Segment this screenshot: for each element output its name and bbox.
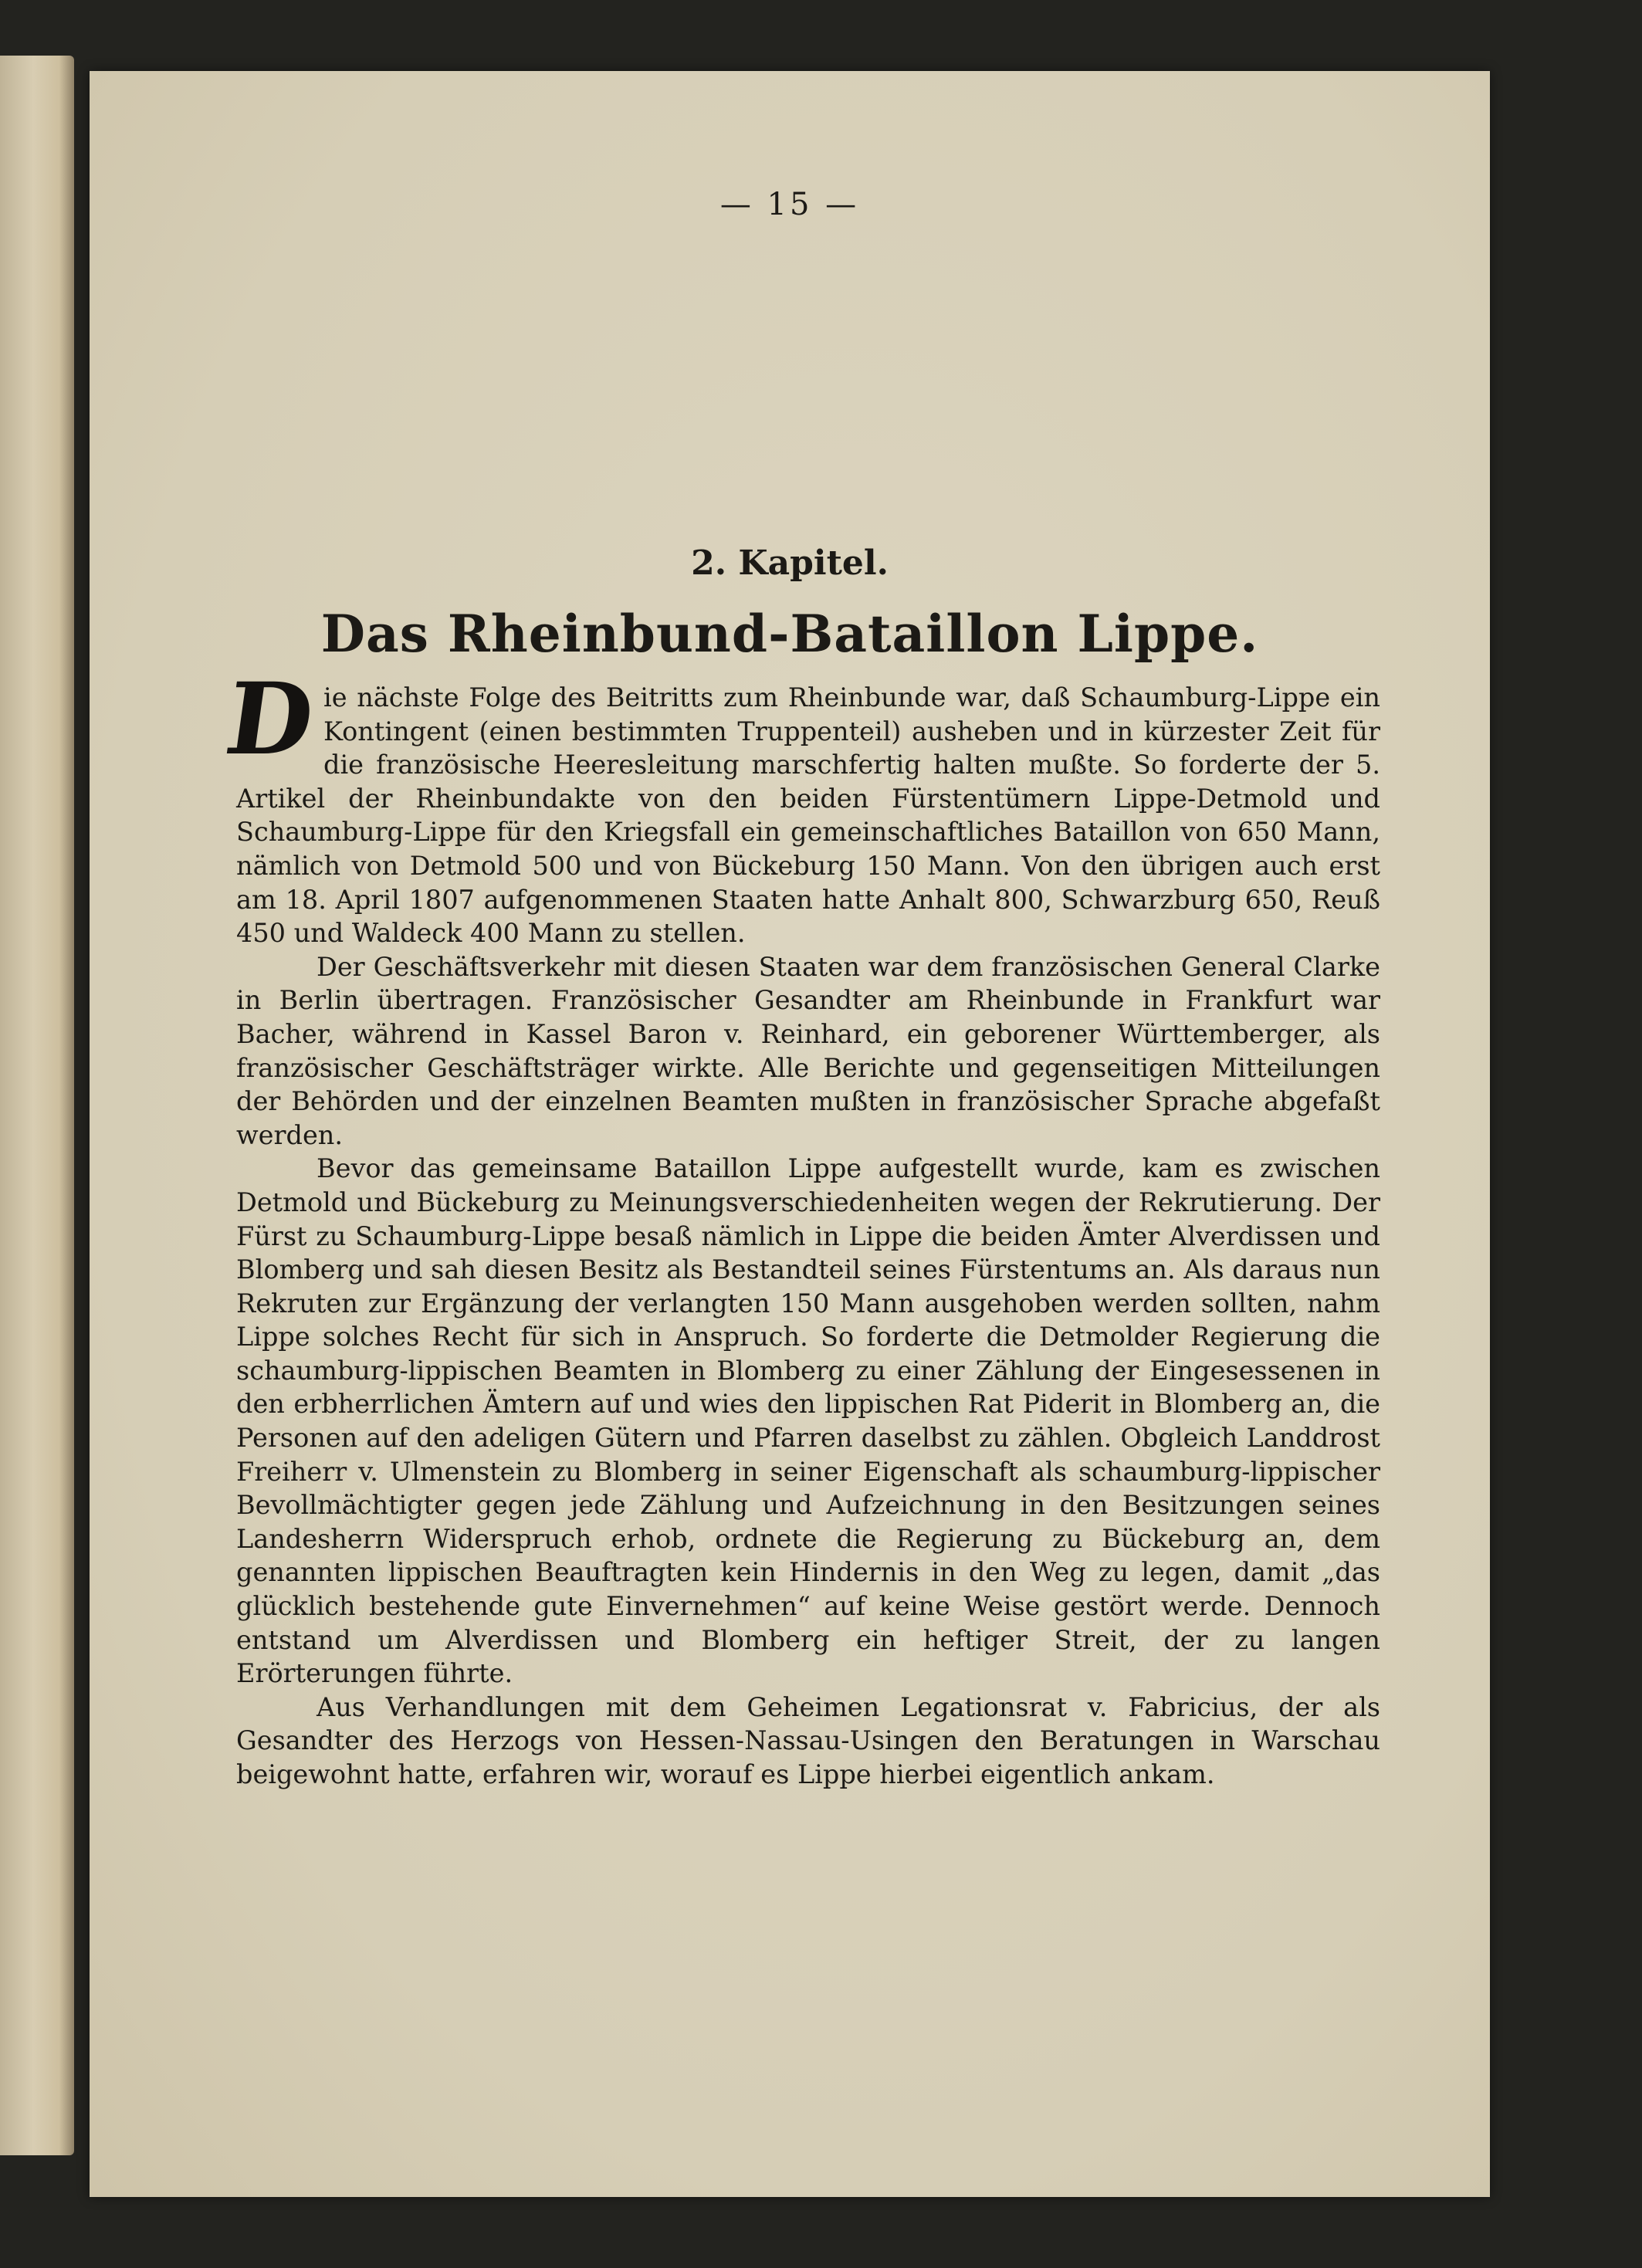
- chapter-label: 2. Kapitel.: [691, 543, 889, 583]
- paragraph: Bevor das gemeinsame Bataillon Lippe aufgestellt wurde, kam es zwischen Detmold und Bückeburg zu Meinungsverschiedenheiten wegen der Rekrutierung. Der Fürst zu Schaumburg-Lippe besaß nämlich in Lippe die beiden Ämter Alverdissen und Blomberg und sah diesen Besitz als Bestandteil seines Fürstentums an. Als daraus nun Rekruten zur Ergänzung der verlangten 150 Mann ausgehoben werden sollten, nahm Lippe solches Recht für sich in Anspruch. So forderte die Detmolder Regierung die schaumburg-lippischen Beamten in Blomberg zu einer Zählung der Eingesessenen in den erbherrlichen Ämtern auf und wies den lippischen Rat Piderit in Blomberg an, die Personen auf den adeligen Gütern und Pfarren daselbst zu zählen. Obgleich Landdrost Freiherr v. Ulmenstein zu Blomberg in seiner Eigenschaft als schaumburg-lippischer Bevollmächtigter gegen jede Zählung und Aufzeichnung in den Besitzungen seines Landesherrn Widerspruch erhob, ordnete die Regierung zu Bückeburg an, dem genannten lippischen Beauftragten kein Hindernis in den Weg zu legen, damit „das glücklich bestehende gute Einvernehmen“ auf keine Weise gestört werde. Dennoch entstand um Alverdissen und Blomberg ein heftiger Streit, der zu langen Erörterungen führte.: [236, 1153, 1380, 1689]
- paragraph: [218, 662, 1380, 950]
- chapter-title: Das Rheinbund-Bataillon Lippe.: [320, 604, 1259, 664]
- body-text: [218, 662, 1380, 1792]
- book-page: [90, 71, 1490, 2197]
- paragraph-text: ie nächste Folge des Beitritts zum Rheinbunde war, daß Schaumburg-Lippe ein Kontingent (einen bestimmten Truppenteil) ausheben und in kürzester Zeit für die französische Heeresleitung marschfertig halten mußte. So forderte der 5. Artikel der Rheinbundakte von den beiden Fürstentümern Lippe-Detmold und Schaumburg-Lippe für den Kriegsfall ein gemeinschaftliches Bataillon von 650 Mann, nämlich von Detmold 500 und von Bückeburg 150 Mann. Von den übrigen auch erst am 18. April 1807 aufgenommenen Staaten hatte Anhalt 800, Schwarzburg 650, Reuß 450 und Waldeck 400 Mann zu stellen.: [236, 682, 1380, 949]
- paragraph: Der Geschäftsverkehr mit diesen Staaten war dem französischen General Clarke in Berlin übertragen. Französischer Gesandter am Rheinbunde in Frankfurt war Bacher, während in Kassel Baron v. Reinhard, ein geborener Württemberger, als französischer Geschäftsträger wirkte. Alle Berichte und gegenseitigen Mitteilungen der Behörden und der einzelnen Beamten mußten in französischer Sprache abgefaßt werden.: [236, 951, 1380, 1150]
- dropcap-initial: D: [218, 662, 321, 777]
- page-number: — 15 —: [719, 187, 860, 222]
- facing-page-edge: [0, 56, 74, 2155]
- paragraph: Aus Verhandlungen mit dem Geheimen Legationsrat v. Fabricius, der als Gesandter des Herzogs von Hessen-Nassau-Usingen den Beratungen in Warschau beigewohnt hatte, erfahren wir, worauf es Lippe hierbei eigentlich ankam.: [236, 1691, 1380, 1789]
